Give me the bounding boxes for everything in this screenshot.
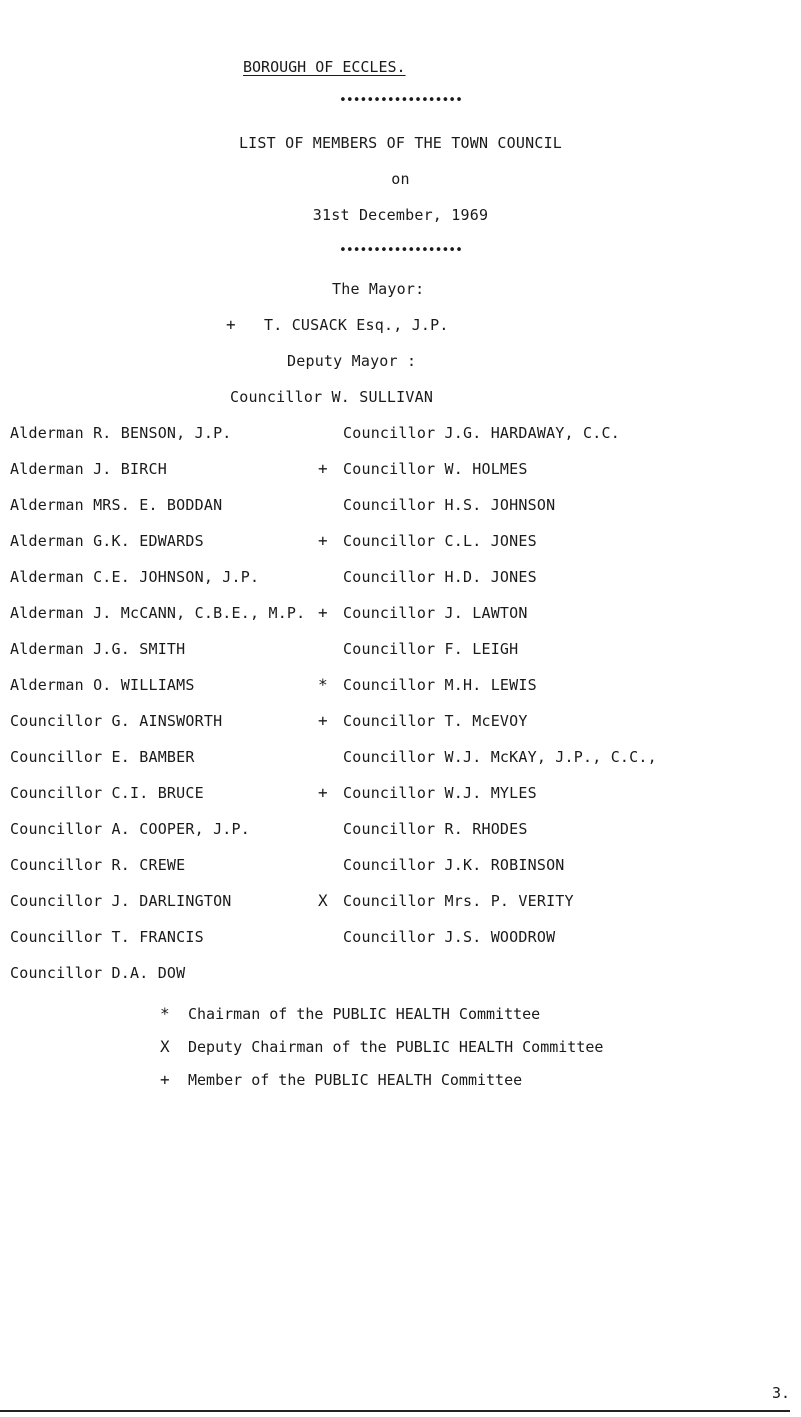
member-marker: + bbox=[318, 711, 328, 730]
member-entry: Councillor J. DARLINGTON bbox=[10, 892, 232, 910]
member-entry: Councillor J.S. WOODROW bbox=[343, 928, 556, 946]
member-entry: Councillor H.S. JOHNSON bbox=[343, 496, 556, 514]
member-entry: Alderman R. BENSON, J.P. bbox=[10, 424, 232, 442]
page-edge-rule bbox=[0, 1410, 790, 1412]
member-entry: Councillor D.A. DOW bbox=[10, 964, 186, 982]
footnote-text: Member of the PUBLIC HEALTH Committee bbox=[188, 1071, 523, 1089]
member-entry: Councillor F. LEIGH bbox=[343, 640, 519, 658]
member-entry: Councillor J.K. ROBINSON bbox=[343, 856, 565, 874]
member-marker: + bbox=[318, 603, 328, 622]
member-entry: Alderman J.G. SMITH bbox=[10, 640, 186, 658]
document-date: 31st December, 1969 bbox=[312, 206, 489, 224]
footnote-marker: * bbox=[160, 1004, 170, 1023]
footnote-marker: X bbox=[160, 1037, 170, 1056]
member-entry: Alderman J. BIRCH bbox=[10, 460, 167, 478]
member-entry: Councillor T. FRANCIS bbox=[10, 928, 204, 946]
member-marker: * bbox=[318, 675, 328, 694]
mayor-name: T. CUSACK Esq., J.P. bbox=[264, 316, 449, 334]
separator-top: •••••••••••••••••• bbox=[339, 93, 462, 108]
member-entry: Alderman J. McCANN, C.B.E., M.P. bbox=[10, 604, 306, 622]
page-number: 3. bbox=[772, 1384, 791, 1402]
member-marker: + bbox=[318, 459, 328, 478]
deputy-mayor-label: Deputy Mayor : bbox=[287, 352, 417, 370]
footnote-text: Chairman of the PUBLIC HEALTH Committee bbox=[188, 1005, 541, 1023]
member-entry: Councillor C.I. BRUCE bbox=[10, 784, 204, 802]
member-entry: Alderman G.K. EDWARDS bbox=[10, 532, 204, 550]
mayor-label: The Mayor: bbox=[332, 280, 425, 298]
member-marker: X bbox=[318, 891, 328, 910]
member-entry: Councillor J.G. HARDAWAY, C.C. bbox=[343, 424, 620, 442]
member-marker: + bbox=[318, 531, 328, 550]
member-entry: Councillor G. AINSWORTH bbox=[10, 712, 223, 730]
member-entry: Councillor Mrs. P. VERITY bbox=[343, 892, 574, 910]
on-label: on bbox=[391, 170, 410, 188]
member-entry: Councillor A. COOPER, J.P. bbox=[10, 820, 250, 838]
member-entry: Councillor H.D. JONES bbox=[343, 568, 537, 586]
deputy-mayor-name: Councillor W. SULLIVAN bbox=[230, 388, 434, 406]
member-entry: Councillor W.J. MYLES bbox=[343, 784, 537, 802]
mayor-marker: + bbox=[226, 315, 236, 334]
member-entry: Councillor T. McEVOY bbox=[343, 712, 528, 730]
member-entry: Alderman O. WILLIAMS bbox=[10, 676, 195, 694]
member-entry: Councillor R. RHODES bbox=[343, 820, 528, 838]
footnote-text: Deputy Chairman of the PUBLIC HEALTH Committee bbox=[188, 1038, 604, 1056]
separator-bottom: •••••••••••••••••• bbox=[339, 243, 462, 258]
member-entry: Alderman MRS. E. BODDAN bbox=[10, 496, 223, 514]
member-entry: Councillor R. CREWE bbox=[10, 856, 186, 874]
footnote-marker: + bbox=[160, 1070, 170, 1089]
member-marker: + bbox=[318, 783, 328, 802]
document-title: LIST OF MEMBERS OF THE TOWN COUNCIL bbox=[238, 134, 563, 152]
member-entry: Councillor C.L. JONES bbox=[343, 532, 537, 550]
document-heading: BOROUGH OF ECCLES. bbox=[243, 58, 406, 76]
member-entry: Councillor E. BAMBER bbox=[10, 748, 195, 766]
member-entry: Alderman C.E. JOHNSON, J.P. bbox=[10, 568, 260, 586]
member-entry: Councillor W.J. McKAY, J.P., C.C., bbox=[343, 748, 657, 766]
member-entry: Councillor M.H. LEWIS bbox=[343, 676, 537, 694]
member-entry: Councillor W. HOLMES bbox=[343, 460, 528, 478]
member-entry: Councillor J. LAWTON bbox=[343, 604, 528, 622]
